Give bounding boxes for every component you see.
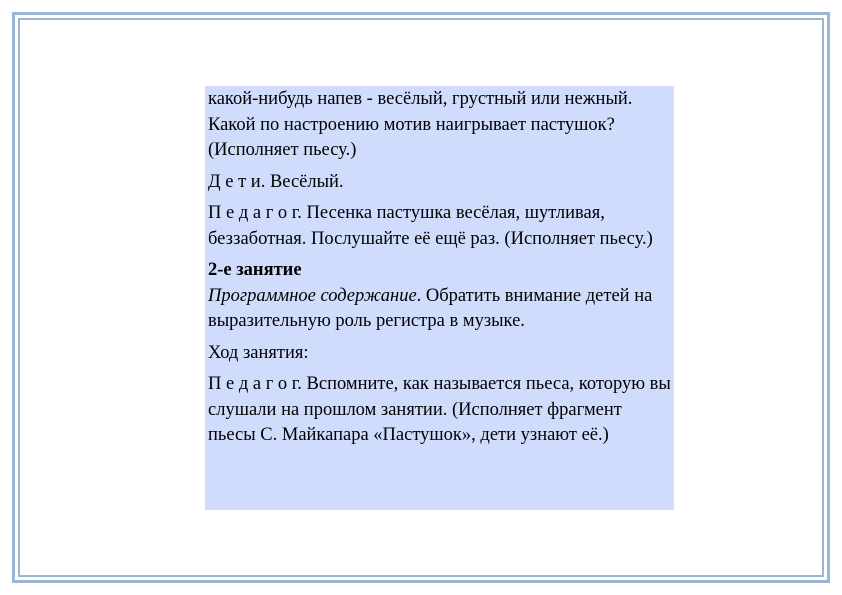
lesson-heading: 2-е занятие [208,260,302,280]
paragraph-teacher-song: П е д а г о г. Песенка пастушка весёлая, шутливая, беззаботная. Послушайте её ещё раз. (Исполняет пьесу.) [208,203,653,249]
paragraph-children-answer: Д е т и. Весёлый. [208,171,344,192]
program-label: Программное содержание [208,285,417,306]
program-text: . Обратить внимание детей на выразительную роль регистра в музыке. [208,285,653,331]
text-block [205,86,674,510]
paragraph-lesson-course: Ход занятия: [208,342,309,363]
paragraph-teacher-recall: П е д а г о г. Вспомните, как называется пьеса, которую вы слушали на прошлом занятии. (Исполняет фрагмент пьесы С. Майкапара «Пастушок», дети узнают её.) [208,374,671,445]
lesson-section [208,258,672,335]
program-content [208,284,672,335]
paragraph-melody-question: какой-нибудь напев - весёлый, грустный или нежный. Какой по настроению мотив наигрывает пастушок? (Исполняет пьесу.) [208,89,633,160]
